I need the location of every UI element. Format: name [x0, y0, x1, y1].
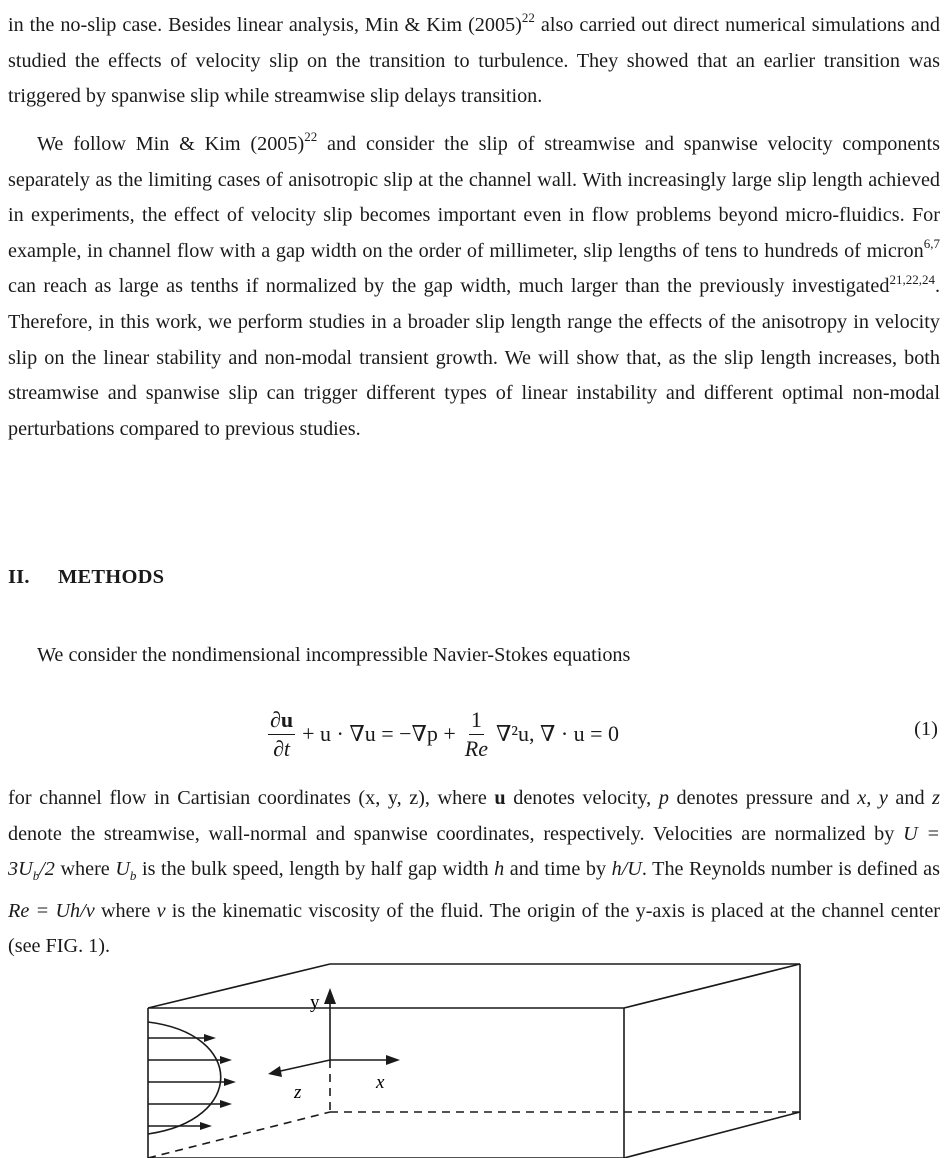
section-title: METHODS: [58, 566, 165, 588]
figure-edge: [624, 964, 800, 1008]
fraction-numerator: ∂u: [268, 706, 295, 735]
text: can reach as large as tenths if normalized by the gap width, much larger than the previously investigated: [8, 275, 890, 298]
text: . The Reynolds number is defined as: [641, 858, 940, 881]
section-heading: [8, 566, 164, 589]
text: . Therefore, in this work, we perform studies in a broader slip length range the effects of the anisotropy in velocity slip on the linear stability and non-modal transient growth. We will show that, as the slip length increases, both streamwise and spanwise slip can trigger different types of linear instability and different optimal non-modal perturbations compared to previous studies.: [8, 275, 940, 440]
citation-superscript: 22: [521, 10, 535, 26]
equation-term: ∇²u, ∇ · u = 0: [496, 721, 620, 746]
equation-1: [0, 694, 948, 774]
fraction-denominator: Re: [464, 735, 488, 761]
math-subscript: b: [32, 868, 40, 884]
text: is the kinematic viscosity of the fluid. The origin of the y-axis is placed at the channel center (see FIG. 1).: [8, 899, 941, 958]
paragraph-1: [8, 8, 940, 115]
figure-edge: [148, 964, 330, 1008]
paragraph-3: [8, 638, 940, 674]
math-symbol: /2: [39, 858, 55, 881]
equation-number: (1): [914, 718, 938, 740]
text: is the bulk speed, length by half gap width: [136, 858, 495, 881]
figure-edge: [624, 1112, 800, 1158]
text: denotes pressure and: [668, 787, 858, 809]
fraction-one-over-re: [463, 706, 490, 763]
channel-flow-figure: [140, 960, 820, 1158]
text: where: [54, 858, 116, 881]
math-symbol: x, y: [857, 787, 888, 809]
figure-hidden-edge: [148, 1112, 330, 1158]
math-symbol: ν: [156, 899, 166, 922]
equation-body: [264, 694, 619, 774]
text: in the no-slip case. Besides linear analysis, Min & Kim (2005): [8, 14, 522, 36]
fraction-denominator: ∂t: [273, 735, 291, 761]
y-arrowhead: [324, 988, 336, 1004]
text: We follow Min & Kim (2005): [37, 133, 305, 155]
text: denotes velocity,: [505, 787, 659, 809]
citation-superscript: 22: [304, 129, 318, 145]
paragraph-4: [8, 781, 940, 965]
section-number: II.: [8, 566, 30, 588]
math-symbol: z: [932, 787, 940, 809]
text: for channel flow in Cartisian coordinates (x, y, z), where: [8, 787, 495, 809]
text: where: [94, 899, 157, 922]
z-axis-line: [276, 1060, 330, 1072]
math-symbol: U: [115, 858, 130, 881]
math-symbol: U = 3U: [8, 822, 941, 881]
math-subscript: b: [129, 868, 137, 884]
citation-superscript: 6,7: [923, 236, 940, 252]
fraction-du-dt: [268, 706, 295, 763]
velocity-arrows: [148, 1038, 224, 1126]
math-symbol: u: [494, 787, 506, 809]
x-axis-label: x: [376, 1072, 385, 1093]
math-symbol: Re = Uh/ν: [8, 899, 95, 922]
z-arrowhead: [268, 1066, 282, 1077]
z-axis-label: z: [294, 1082, 302, 1103]
math-symbol: p: [658, 787, 669, 809]
math-symbol: h/U: [611, 858, 642, 881]
text: denote the streamwise, wall-normal and spanwise coordinates, respectively. Velocities are normalized by: [8, 822, 904, 845]
text: We consider the nondimensional incompressible Navier-Stokes equations: [37, 644, 631, 666]
math-symbol: h: [494, 858, 505, 881]
paragraph-2: [8, 127, 940, 447]
fraction-numerator: 1: [469, 706, 484, 735]
x-arrowhead: [386, 1055, 400, 1065]
equation-term: + u · ∇u = −∇p +: [302, 721, 456, 746]
arrowheads: [200, 988, 400, 1130]
text: and consider the slip of streamwise and spanwise velocity components separately as the limiting cases of anisotropic slip at the channel wall. With increasingly large slip length achieved in experiments, the effect of velocity slip becomes important even in flow problems beyond micro-fluidics. For example, in channel flow with a gap width on the order of millimeter, slip lengths of tens to hundreds of micron: [8, 133, 940, 262]
text: and time by: [504, 858, 612, 881]
citation-superscript: 21,22,24: [889, 271, 935, 287]
text: also carried out direct numerical simulations and studied the effects of velocity slip on the transition to turbulence. They showed that an earlier transition was triggered by spanwise slip while streamwise slip delays transition.: [8, 14, 940, 108]
text: and: [887, 787, 933, 809]
y-axis-label: y: [310, 992, 320, 1013]
